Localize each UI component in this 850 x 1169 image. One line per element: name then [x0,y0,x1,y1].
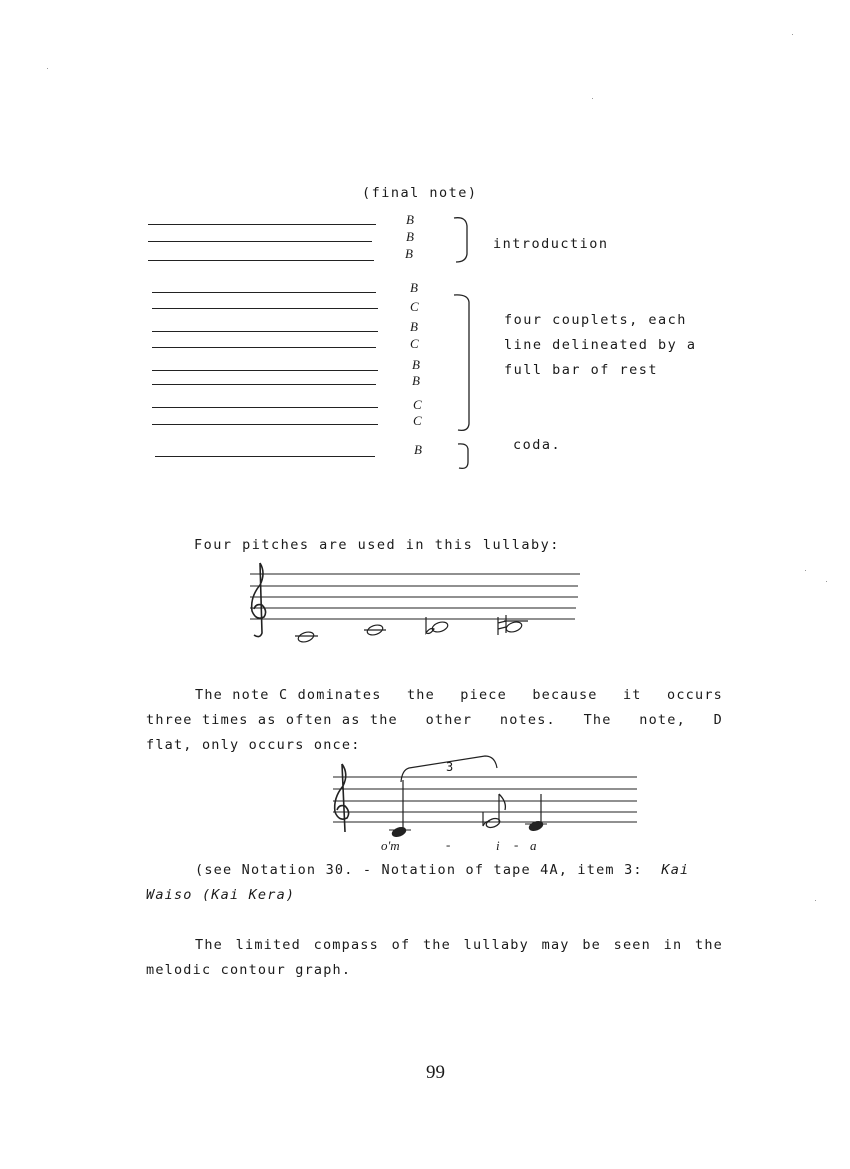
word: note, [639,712,686,728]
word: the [406,687,435,703]
song-title-alt: (Kai Kera) [201,887,296,903]
word: be [582,937,601,953]
caption-text: (see Notation 30. - Notation of tape 4A, item 3: [195,862,643,878]
paragraph-1-line-3: flat, only occurs once: [146,737,361,753]
word: in [663,937,683,953]
final-note-heading: (final note) [362,185,478,201]
couplets-bracket [454,295,469,431]
lyric-syllable: o'm [381,838,400,853]
scan-speck [592,98,593,99]
coda-bracket [458,444,468,469]
phrase-line [152,407,378,408]
caption-line-1 [195,858,689,883]
introduction-bracket [454,218,467,262]
phrase-line [152,384,376,385]
lyric-syllable: a [530,838,537,853]
couplets-label-line2: line delineated by a [504,337,697,353]
paragraph-2-line-2: melodic contour graph. [146,962,352,978]
final-note: C [413,413,422,428]
phrase-line [152,308,378,309]
final-note: C [410,299,419,314]
coda-label: coda. [513,437,562,453]
introduction-label: introduction [493,236,609,252]
word: occurs [667,687,723,703]
word: three times as often as the [146,712,398,728]
scan-speck [805,570,806,571]
scan-speck [815,900,816,901]
couplets-label-line1: four couplets, each [504,312,687,328]
phrase-line [152,347,376,348]
word: The note C dominates [195,687,382,703]
final-note: B [405,246,413,261]
word: compass [313,937,379,953]
scan-speck [826,581,827,582]
final-note: B [412,373,420,388]
paragraph-1-line-2 [146,708,723,733]
final-note: B [414,442,422,457]
word: the [695,937,723,953]
page-number: 99 [426,1062,445,1083]
word: other [425,712,473,728]
word: D [713,712,723,728]
word: because [532,687,598,703]
scan-speck [792,34,793,35]
final-note: B [412,357,420,372]
lyric-syllable: - [514,837,519,852]
song-title: Kai [661,862,690,878]
word: The [195,937,223,953]
paragraph-2-line-1 [195,933,723,958]
paragraph-1-line-1 [195,683,723,708]
couplets-label-line3: full bar of rest [504,362,659,378]
word: it [622,687,642,703]
word: The [583,712,612,728]
pitches-intro-text: Four pitches are used in this lullaby: [194,537,560,553]
word: piece [460,687,507,703]
final-note: B [406,212,414,227]
word: the [422,937,451,953]
melody-example-staff [325,750,645,845]
phrase-line [152,424,378,425]
scan-speck [47,68,48,69]
caption-line-2 [146,883,295,908]
lyric-syllable: - [446,837,451,852]
final-note: C [413,397,422,412]
final-note: C [410,336,419,351]
word: lullaby [463,937,529,953]
song-title: Waiso [146,887,193,903]
phrase-line [152,331,378,332]
phrase-line [148,224,376,225]
final-note: B [406,229,414,244]
word: notes. [499,712,556,728]
phrase-line [148,260,374,261]
word: of [391,937,411,953]
phrase-line [152,292,376,293]
final-note: B [410,280,418,295]
pitch-staff [240,555,585,650]
word: seen [613,937,651,953]
lyric-syllable: i [496,838,500,853]
section-brackets [448,210,488,480]
word: limited [235,937,301,953]
final-note: B [410,319,418,334]
phrase-line [148,241,372,242]
word: may [541,937,570,953]
phrase-line [152,370,378,371]
triplet-number: 3 [446,760,455,774]
phrase-line [155,456,375,457]
